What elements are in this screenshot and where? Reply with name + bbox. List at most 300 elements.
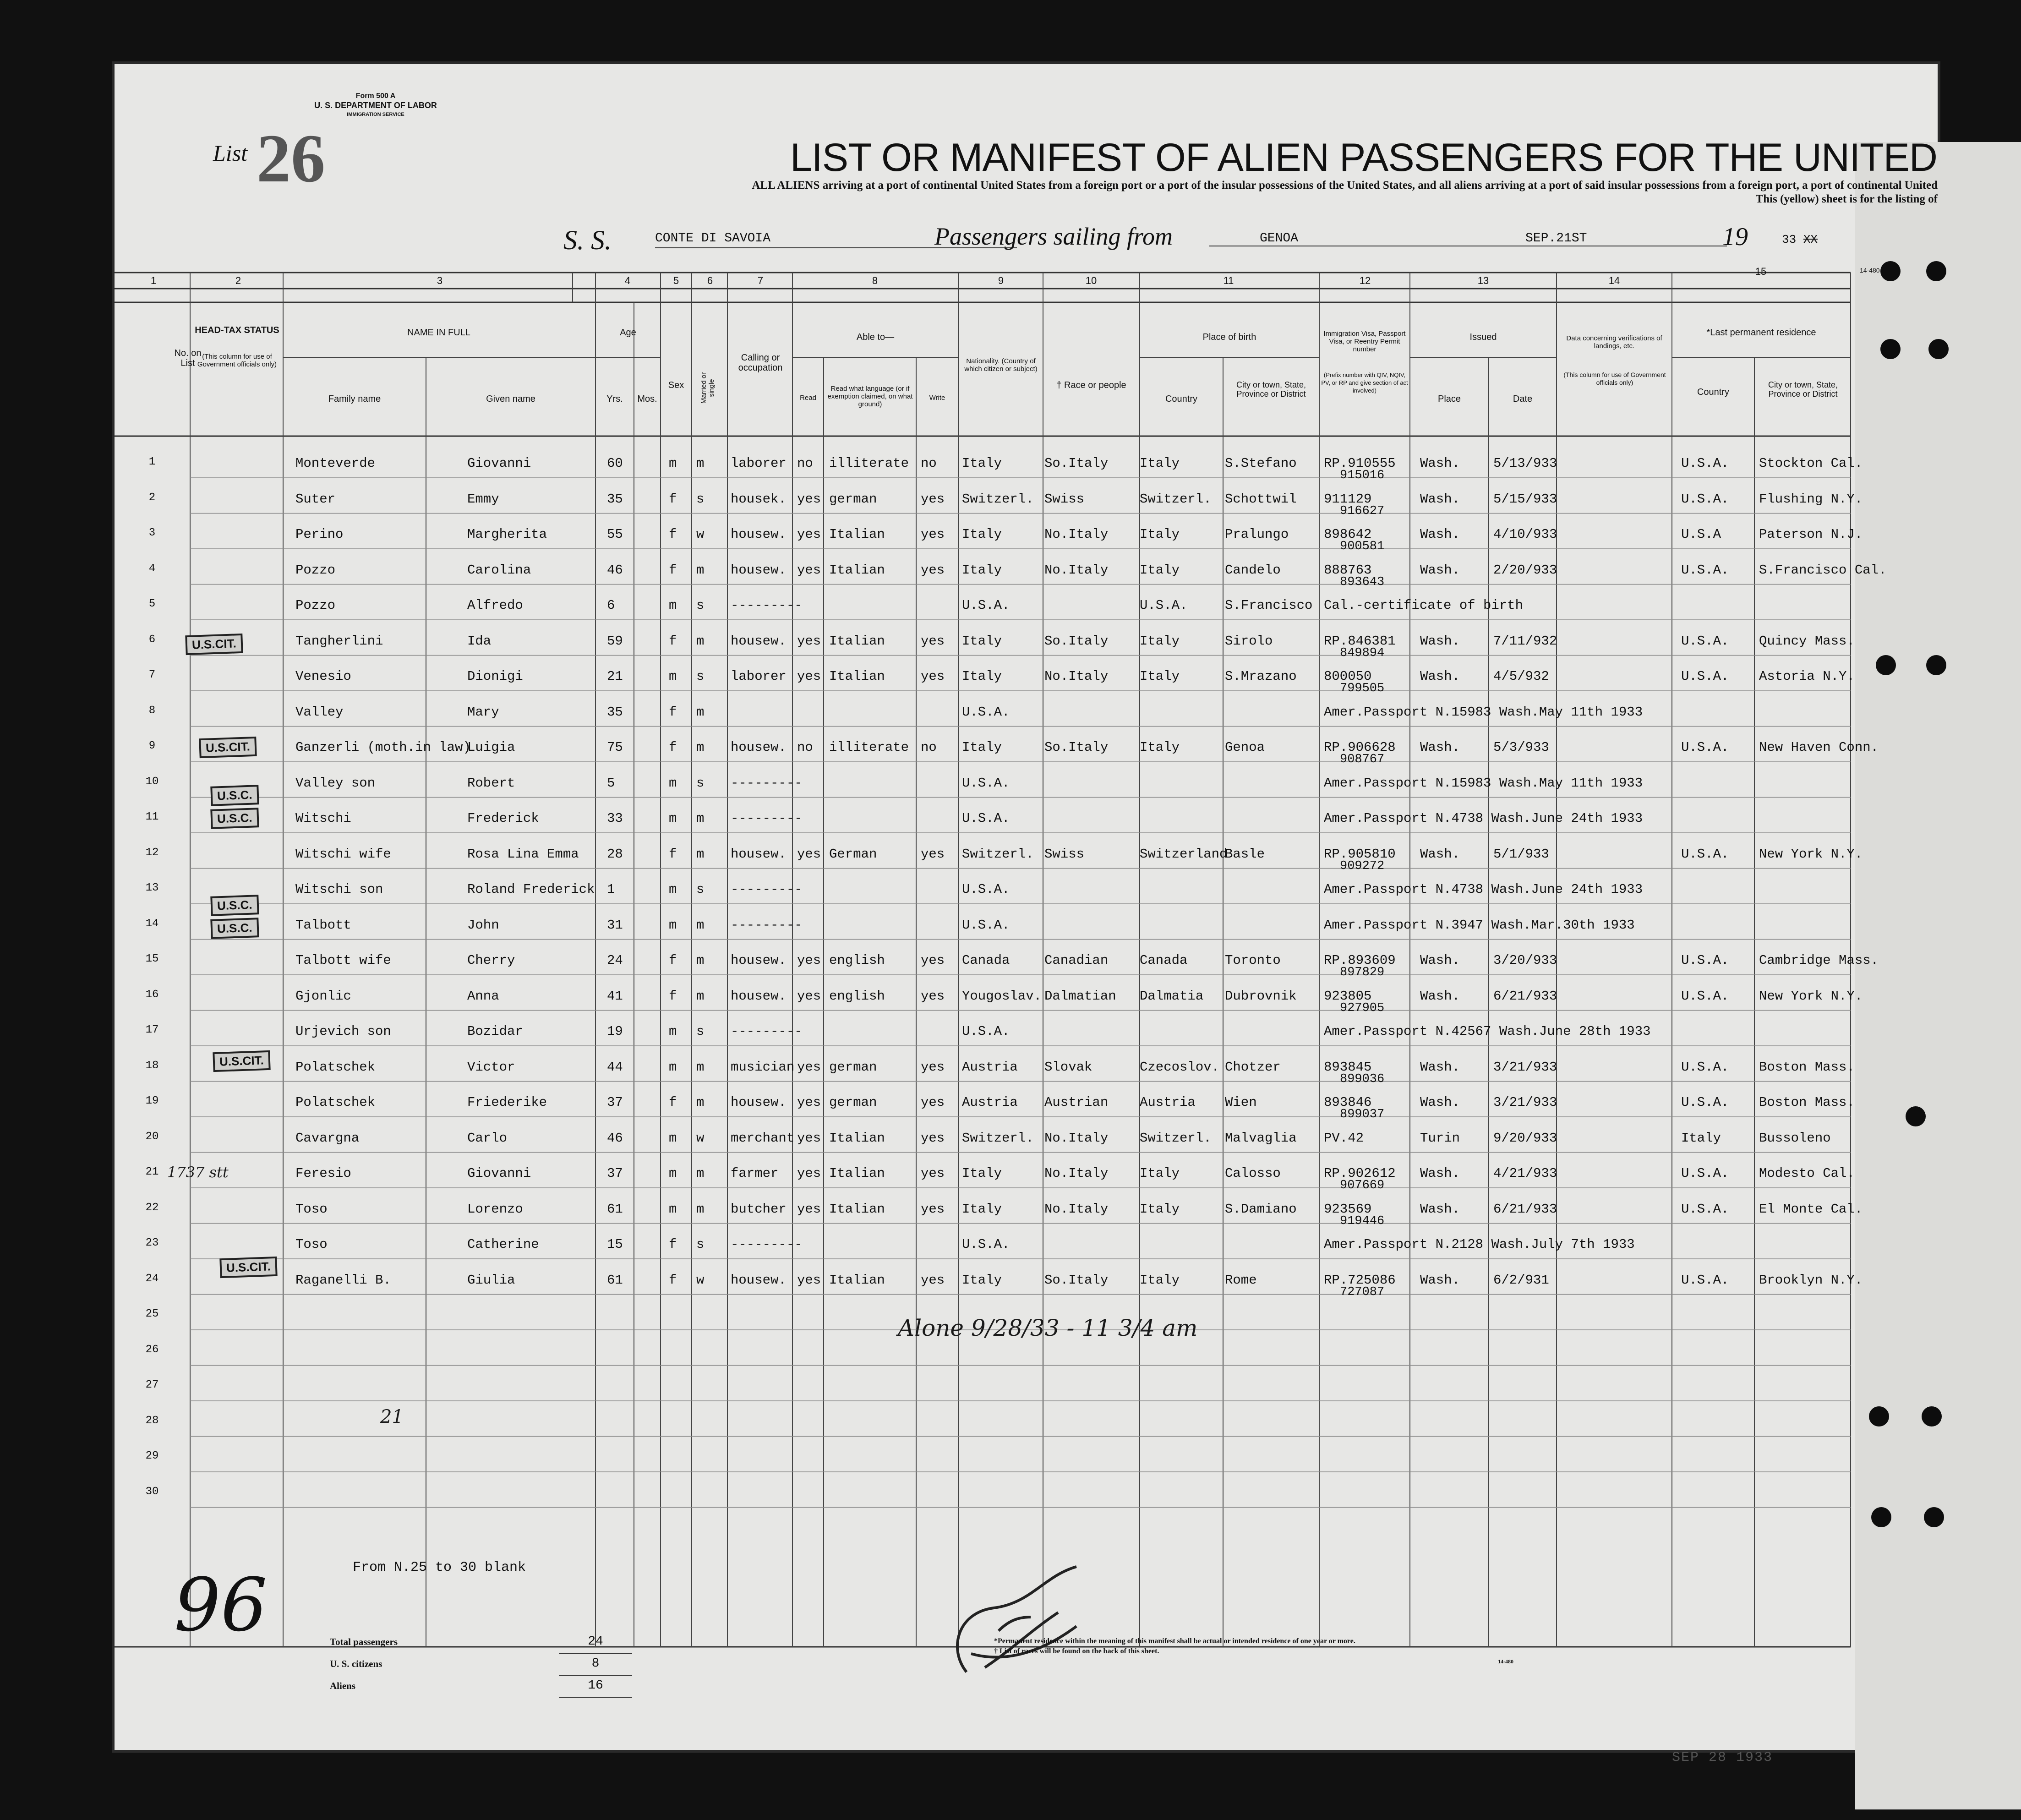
row-number: 13 [145,882,159,894]
header-nationality: Nationality. (Country of which citizen or subject) [964,357,1038,373]
cell-issued-place: Wash. [1420,491,1460,507]
header-read-language: Read what language (or if exemption claimed, on what ground) [827,385,913,408]
cell-birth-city: S.Stefano [1225,456,1297,471]
department-name: U. S. DEPARTMENT OF LABOR [314,101,437,110]
table-grid [115,64,1938,1750]
year-struck: XX [1803,233,1818,246]
cell-issued-date: 4/21/933 [1493,1166,1557,1181]
cell-family: Polatschek [295,1059,376,1075]
cell-family: Feresio [295,1166,351,1181]
year-digits: 33 [1782,233,1797,246]
cell-visa: RP.910555 [1324,456,1396,471]
cell-sex: m [669,1024,677,1039]
cell-res-city: Astoria N.Y. [1759,669,1855,684]
cell-issued-date: 2/20/933 [1493,562,1557,578]
row-number: 19 [145,1095,159,1107]
cell-write: yes [921,1095,945,1110]
row-number: 2 [148,491,156,504]
cell-visa: 923569 [1324,1201,1372,1217]
cell-nationality: U.S.A. [962,598,1010,613]
cell-age: 15 [607,1237,623,1252]
cell-read: yes [797,988,821,1004]
row-number: 26 [145,1343,159,1356]
cell-birth-city: Calosso [1225,1166,1281,1181]
cell-res-country: U.S.A. [1681,1201,1729,1217]
row-number: 6 [148,633,156,646]
cell-nationality: Switzerl. [962,1130,1034,1146]
cell-language: illiterate [829,740,909,755]
cell-nationality: Switzerl. [962,491,1034,507]
header-married: Married or single [700,372,716,404]
cell-occupation: housew. [731,988,787,1004]
cell-nationality: Italy [962,1201,1002,1217]
cell-sex: f [669,1272,677,1288]
cell-visa-second: 799505 [1340,682,1385,695]
header-verifications-note: (This column for use of Government officials only) [1563,371,1666,386]
cell-family: Toso [295,1201,328,1217]
cell-language: Italian [829,669,885,684]
cell-birth-country: Switzerl. [1140,491,1212,507]
cell-write: no [921,740,937,755]
cell-read: yes [797,1095,821,1110]
cell-write: yes [921,846,945,862]
citizen-stamp: U.S.C. [210,895,259,916]
cell-family: Witschi wife [295,846,391,862]
column-number: 13 [1477,275,1489,286]
cell-marital: m [696,740,705,755]
cell-given: Mary [467,704,499,720]
cell-occupation: --------- [731,882,803,897]
cell-family: Valley [295,704,344,720]
cell-res-city: New Haven Conn. [1759,740,1879,755]
column-number: 4 [624,275,631,286]
cell-sex: f [669,988,677,1004]
cell-res-country: Italy [1681,1130,1721,1146]
sailing-label: Passengers sailing from [934,223,1173,250]
cell-visa: Amer.Passport N.2128 Wash.July 7th 1933 [1324,1237,1635,1252]
cell-res-country: U.S.A. [1681,1059,1729,1075]
cell-sex: m [669,811,677,826]
cell-nationality: Austria [962,1095,1018,1110]
cell-family: Valley son [295,775,376,791]
cell-visa-second: 908767 [1340,753,1385,766]
cell-family: Gjonlic [295,988,351,1004]
cell-language: Italian [829,1130,885,1146]
cell-sex: f [669,633,677,649]
cell-occupation: laborer [731,669,787,684]
cell-write: yes [921,1272,945,1288]
cell-race: Dalmatian [1044,988,1116,1004]
cell-res-country: U.S.A. [1681,669,1729,684]
us-citizens-label: U. S. citizens [330,1658,382,1669]
cell-age: 19 [607,1024,623,1039]
total-passengers-value: 24 [559,1631,632,1654]
cell-read: yes [797,846,821,862]
cell-occupation: --------- [731,1237,803,1252]
cell-occupation: housew. [731,740,787,755]
cell-given: John [467,917,499,933]
cell-marital: m [696,953,705,968]
us-citizens-row [330,1653,600,1675]
cell-marital: m [696,562,705,578]
cell-res-city: S.Francisco Cal. [1759,562,1887,578]
cell-age: 33 [607,811,623,826]
row-number: 11 [145,811,159,823]
cell-nationality: Italy [962,669,1002,684]
cell-language: german [829,1059,877,1075]
cell-family: Suter [295,491,336,507]
cell-birth-city: Candelo [1225,562,1281,578]
cell-read: yes [797,669,821,684]
header-read: Read [800,394,816,402]
row-number: 16 [145,988,159,1001]
cell-age: 37 [607,1166,623,1181]
cell-issued-date: 6/2/931 [1493,1272,1549,1288]
cell-issued-date: 6/21/933 [1493,1201,1557,1217]
cell-marital: m [696,456,705,471]
row-number: 4 [148,562,156,575]
cell-birth-city: S.Francisco [1225,598,1313,613]
cell-birth-city: Dubrovnik [1225,988,1297,1004]
cell-birth-city: Malvaglia [1225,1130,1297,1146]
row-number: 7 [148,669,156,681]
cell-issued-place: Wash. [1420,562,1460,578]
header-visa: Immigration Visa, Passport Visa, or Reentry Permit number [1323,330,1406,353]
cell-sex: f [669,491,677,507]
cell-visa: RP.846381 [1324,633,1396,649]
cell-race: No.Italy [1044,527,1109,542]
cell-language: german [829,491,877,507]
cell-family: Venesio [295,669,351,684]
cell-sex: m [669,1059,677,1075]
cell-family: Urjevich son [295,1024,391,1039]
cell-marital: m [696,1201,705,1217]
header-age: Age [620,328,636,338]
cell-given: Friederike [467,1095,547,1110]
cell-visa-second: 909272 [1340,859,1385,873]
cell-occupation: housew. [731,953,787,968]
cell-birth-country: Italy [1140,740,1180,755]
cell-birth-country: Italy [1140,456,1180,471]
cell-visa-second: 899036 [1340,1072,1385,1086]
cell-visa: RP.902612 [1324,1166,1396,1181]
cell-age: 35 [607,704,623,720]
cell-visa: 800050 [1324,669,1372,684]
cell-issued-place: Wash. [1420,1166,1460,1181]
cell-birth-city: Toronto [1225,953,1281,968]
row-number: 18 [145,1059,159,1072]
cell-birth-country: Austria [1140,1095,1196,1110]
cell-language: english [829,953,885,968]
cell-race: Slovak [1044,1059,1092,1075]
footnotes [994,1636,1513,1667]
cell-age: 61 [607,1272,623,1288]
cell-issued-date: 3/20/933 [1493,953,1557,968]
cell-nationality: Austria [962,1059,1018,1075]
cell-occupation: --------- [731,775,803,791]
cell-given: Roland Frederick [467,882,595,897]
row-number: 15 [145,953,159,965]
cell-occupation: butcher [731,1201,787,1217]
cell-res-city: Boston Mass. [1759,1095,1855,1110]
cell-issued-date: 7/11/932 [1493,633,1557,649]
cell-issued-date: 3/21/933 [1493,1059,1557,1075]
header-verifications: Data concerning verifications of landings, etc. [1566,334,1662,350]
cell-sex: m [669,598,677,613]
cell-birth-country: Dalmatia [1140,988,1204,1004]
totals-block [330,1631,603,1697]
cell-visa: 923805 [1324,988,1372,1004]
cell-occupation: housew. [731,527,787,542]
cell-birth-country: Switzerland [1140,846,1228,862]
cell-age: 6 [607,598,615,613]
column-number: 15 [1755,266,1767,277]
cell-res-country: U.S.A. [1681,491,1729,507]
cell-occupation: housew. [731,1095,787,1110]
cell-given: Lorenzo [467,1201,523,1217]
cell-nationality: U.S.A. [962,917,1010,933]
cell-visa: Amer.Passport N.15983 Wash.May 11th 1933 [1324,775,1643,791]
cell-read: yes [797,491,821,507]
header-visa-note: (Prefix number with QIV, NQIV, PV, or RP and give section of act involved) [1321,372,1408,394]
cell-sex: m [669,456,677,471]
row-number: 22 [145,1201,159,1214]
cell-visa: RP.893609 [1324,953,1396,968]
head-tax-note: 1737 stt [167,1164,229,1181]
cell-write: no [921,456,937,471]
punch-hole [1922,1406,1942,1426]
header-head-tax-note: (This column for use of Government officials only) [197,353,277,368]
cell-res-city: Paterson N.J. [1759,527,1863,542]
cell-given: Carolina [467,562,531,578]
cell-given: Anna [467,988,499,1004]
cell-visa-second: 916627 [1340,504,1385,518]
column-number: 9 [998,275,1004,286]
header-birth-country: Country [1165,394,1198,404]
cell-given: Cherry [467,953,515,968]
cell-age: 55 [607,527,623,542]
cell-sex: m [669,882,677,897]
cell-language: Italian [829,633,885,649]
cell-marital: s [696,882,705,897]
column-number: 1 [150,275,157,286]
cell-issued-date: 4/5/932 [1493,669,1549,684]
header-able-to: Able to— [856,332,895,342]
cell-race: So.Italy [1044,740,1109,755]
margin-note: 21 [380,1406,404,1427]
cell-family: Polatschek [295,1095,376,1110]
cell-language: Italian [829,562,885,578]
list-number: 26 [257,120,325,197]
cell-occupation: --------- [731,917,803,933]
cell-res-city: Quincy Mass. [1759,633,1855,649]
cell-given: Luigia [467,740,515,755]
cell-race: So.Italy [1044,456,1109,471]
cell-occupation: merchant [731,1130,795,1146]
cell-marital: s [696,598,705,613]
cell-family: Tangherlini [295,633,383,649]
cell-res-city: Flushing N.Y. [1759,491,1863,507]
cell-marital: w [696,1272,705,1288]
cell-sex: f [669,740,677,755]
cell-birth-city: Sirolo [1225,633,1273,649]
header-write: Write [929,394,945,402]
footnote-code: 14-480 [1498,1658,1513,1665]
cell-read: yes [797,1059,821,1075]
cell-given: Frederick [467,811,539,826]
cell-issued-place: Wash. [1420,527,1460,542]
cell-birth-country: Italy [1140,562,1180,578]
cell-res-country: U.S.A [1681,527,1721,542]
handwritten-note: Alone 9/28/33 - 11 3/4 am [898,1315,1198,1341]
cell-family: Talbott wife [295,953,391,968]
cell-nationality: Italy [962,740,1002,755]
column-number: 8 [872,275,878,286]
cell-issued-place: Wash. [1420,988,1460,1004]
cell-given: Giovanni [467,1166,531,1181]
page-title: LIST OR MANIFEST OF ALIEN PASSENGERS FOR THE UNITED [790,136,1938,180]
cell-birth-city: S.Mrazano [1225,669,1297,684]
cell-write: yes [921,1130,945,1146]
punch-hole [1871,1507,1891,1527]
cell-issued-place: Turin [1420,1130,1460,1146]
cell-age: 61 [607,1201,623,1217]
cell-visa: 893846 [1324,1095,1372,1110]
cell-nationality: Italy [962,562,1002,578]
row-number: 8 [148,704,156,717]
cell-race: No.Italy [1044,562,1109,578]
year-prefix: 19 [1722,223,1748,251]
cell-res-city: El Monte Cal. [1759,1201,1863,1217]
cell-birth-city: S.Damiano [1225,1201,1297,1217]
cell-res-country: U.S.A. [1681,953,1729,968]
column-number: 11 [1223,275,1234,286]
cell-family: Witschi [295,811,351,826]
column-number: 5 [673,275,679,286]
cell-age: 5 [607,775,615,791]
cell-occupation: laborer [731,456,787,471]
citizen-stamp: U.S.CIT. [185,634,243,655]
cell-birth-city: Basle [1225,846,1265,862]
cell-visa-second: 899037 [1340,1108,1385,1121]
cell-issued-date: 3/21/933 [1493,1095,1557,1110]
cell-birth-country: U.S.A. [1140,598,1188,613]
cell-marital: w [696,1130,705,1146]
cell-res-city: Boston Mass. [1759,1059,1855,1075]
cell-sex: f [669,1095,677,1110]
manifest-sheet [115,64,1938,1765]
row-number: 17 [145,1024,159,1036]
cell-marital: m [696,988,705,1004]
cell-occupation: housek. [731,491,787,507]
ss-label: S. S. [563,225,612,255]
cell-age: 1 [607,882,615,897]
punch-hole [1876,655,1896,675]
aliens-value: 16 [559,1675,632,1698]
row-number: 20 [145,1130,159,1143]
row-number: 21 [145,1166,159,1178]
cell-res-country: U.S.A. [1681,846,1729,862]
cell-age: 46 [607,562,623,578]
citizen-stamp: U.S.C. [210,785,259,806]
cell-visa-second: 893643 [1340,575,1385,589]
cell-res-country: U.S.A. [1681,562,1729,578]
cell-res-country: U.S.A. [1681,1272,1729,1288]
cell-visa: Amer.Passport N.3947 Wash.Mar.30th 1933 [1324,917,1635,933]
total-passengers-label: Total passengers [330,1636,398,1647]
cell-occupation: housew. [731,633,787,649]
citizen-stamp: U.S.CIT. [219,1257,277,1278]
cell-write: yes [921,491,945,507]
cell-marital: m [696,811,705,826]
cell-birth-city: Pralungo [1225,527,1289,542]
cell-nationality: Yougoslav. [962,988,1042,1004]
cell-given: Victor [467,1059,515,1075]
cell-nationality: Italy [962,633,1002,649]
cell-birth-country: Czecoslov. [1140,1059,1220,1075]
cell-family: Pozzo [295,598,336,613]
cell-age: 31 [607,917,623,933]
cell-issued-place: Wash. [1420,953,1460,968]
citizen-stamp: U.S.CIT. [199,737,257,758]
cell-sex: m [669,775,677,791]
header-issued-place: Place [1437,394,1461,404]
header-given-name: Given name [486,394,535,404]
ship-name: CONTE DI SAVOIA [655,231,1017,248]
cell-issued-place: Wash. [1420,846,1460,862]
row-number: 10 [145,775,159,788]
cell-language: Italian [829,1201,885,1217]
cell-race: No.Italy [1044,1130,1109,1146]
cell-family: Talbott [295,917,351,933]
cell-age: 41 [607,988,623,1004]
cell-age: 21 [607,669,623,684]
header-place-of-birth: Place of birth [1202,332,1256,342]
citizen-stamp: U.S.C. [210,808,259,829]
header-birth-city: City or town, State, Province or District [1236,380,1306,399]
cell-res-city: Cambridge Mass. [1759,953,1879,968]
cell-nationality: Italy [962,456,1002,471]
cell-age: 35 [607,491,623,507]
official-signature [939,1558,1095,1695]
cell-res-country: U.S.A. [1681,1095,1729,1110]
header-race: † Race or people [1056,380,1126,390]
cell-visa: PV.42 [1324,1130,1364,1146]
cell-birth-city: Wien [1225,1095,1257,1110]
cell-marital: m [696,846,705,862]
cell-birth-country: Italy [1140,1166,1180,1181]
cell-res-city: New York N.Y. [1759,988,1863,1004]
cell-issued-date: 5/13/933 [1493,456,1557,471]
cell-age: 44 [607,1059,623,1075]
punch-hole [1926,655,1946,675]
cell-given: Emmy [467,491,499,507]
cell-marital: m [696,1059,705,1075]
service-name: IMMIGRATION SERVICE [347,112,404,117]
cell-given: Carlo [467,1130,508,1146]
row-number: 29 [145,1450,159,1462]
cell-race: No.Italy [1044,669,1109,684]
footnote-races: † List of races will be found on the back of this sheet. [994,1647,1159,1655]
cell-marital: m [696,1166,705,1181]
cell-visa: 898642 [1324,527,1372,542]
cell-write: yes [921,1166,945,1181]
cell-age: 75 [607,740,623,755]
cell-birth-city: Genoa [1225,740,1265,755]
cell-race: No.Italy [1044,1201,1109,1217]
cell-race: Canadian [1044,953,1109,968]
cell-issued-place: Wash. [1420,1272,1460,1288]
